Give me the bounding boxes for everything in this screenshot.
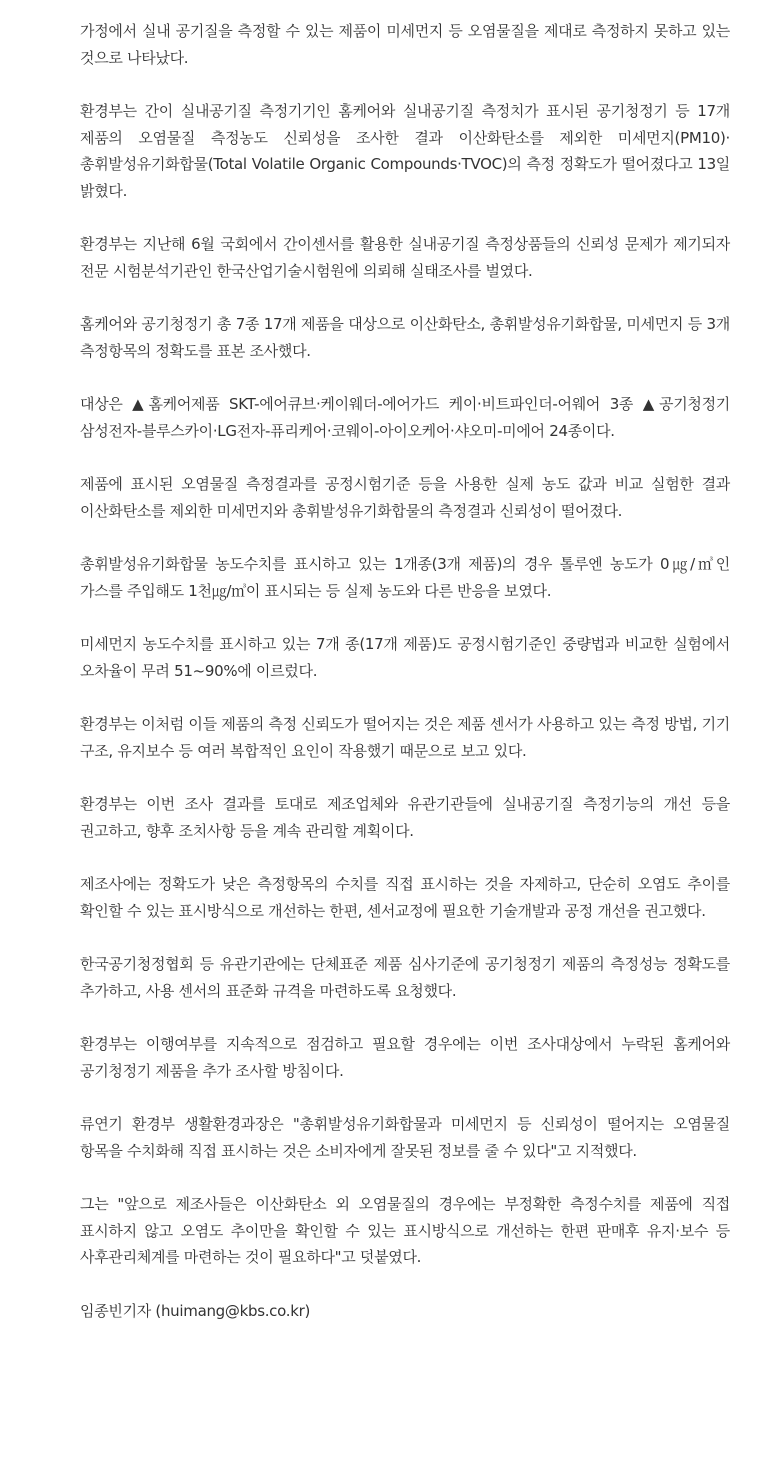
paragraph-7: 총휘발성유기화합물 농도수치를 표시하고 있는 1개종(3개 제품)의 경우 톨루엔 농도가 0㎍/㎥인 가스를 주입해도 1천㎍/㎥이 표시되는 등 실제 농도와 다른 반응을 보였다.: [80, 555, 730, 600]
paragraph-3: 환경부는 지난해 6월 국회에서 간이센서를 활용한 실내공기질 측정상품들의 신뢰성 문제가 제기되자 전문 시험분석기관인 한국산업기술시험원에 의뢰해 실태조사를 벌였다.: [80, 235, 730, 280]
paragraph-15: 그는 "앞으로 제조사들은 이산화탄소 외 오염물질의 경우에는 부정확한 측정수치를 제품에 직접 표시하지 않고 오염도 추이만을 확인할 수 있는 표시방식으로 개선하는 한편 판매후 유지·보수 등 사후관리체계를 마련하는 것이 필요하다"고 덧붙였다.: [80, 1195, 730, 1266]
paragraph-14: 류연기 환경부 생활환경과장은 "총휘발성유기화합물과 미세먼지 등 신뢰성이 떨어지는 오염물질 항목을 수치화해 직접 표시하는 것은 소비자에게 잘못된 정보를 줄 수 있다"고 지적했다.: [80, 1115, 730, 1160]
paragraph-8: 미세먼지 농도수치를 표시하고 있는 7개 종(17개 제품)도 공정시험기준인 중량법과 비교한 실험에서 오차율이 무려 51~90%에 이르렀다.: [80, 635, 730, 680]
paragraph-5: 대상은 ▲홈케어제품 SKT-에어큐브·케이웨더-에어가드 케이·비트파인더-어웨어 3종 ▲공기청정기 삼성전자-블루스카이·LG전자-퓨리케어·코웨이-아이오케어·샤오미-미에어 24종이다.: [80, 395, 730, 440]
paragraph-2: 환경부는 간이 실내공기질 측정기기인 홈케어와 실내공기질 측정치가 표시된 공기청정기 등 17개 제품의 오염물질 측정농도 신뢰성을 조사한 결과 이산화탄소를 제외한 미세먼지(PM10)·총휘발성유기화합물(Total Volatile Organic Compounds·TVOC)의 측정 정확도가 떨어졌다고 13일 밝혔다.: [80, 102, 730, 200]
paragraph-13: 환경부는 이행여부를 지속적으로 점검하고 필요할 경우에는 이번 조사대상에서 누락된 홈케어와 공기청정기 제품을 추가 조사할 방침이다.: [80, 1035, 730, 1080]
paragraph-4: 홈케어와 공기청정기 총 7종 17개 제품을 대상으로 이산화탄소, 총휘발성유기화합물, 미세먼지 등 3개 측정항목의 정확도를 표본 조사했다.: [80, 315, 730, 360]
paragraph-11: 제조사에는 정확도가 낮은 측정항목의 수치를 직접 표시하는 것을 자제하고, 단순히 오염도 추이를 확인할 수 있는 표시방식으로 개선하는 한편, 센서교정에 필요한 기술개발과 공정 개선을 권고했다.: [80, 875, 730, 920]
paragraph-6: 제품에 표시된 오염물질 측정결과를 공정시험기준 등을 사용한 실제 농도 값과 비교 실험한 결과 이산화탄소를 제외한 미세먼지와 총휘발성유기화합물의 측정결과 신뢰성이 떨어졌다.: [80, 475, 731, 520]
article-body: [80, 18, 730, 1324]
paragraph-10: 환경부는 이번 조사 결과를 토대로 제조업체와 유관기관들에 실내공기질 측정기능의 개선 등을 권고하고, 향후 조치사항 등을 계속 관리할 계획이다.: [80, 795, 730, 840]
paragraph-9: 환경부는 이처럼 이들 제품의 측정 신뢰도가 떨어지는 것은 제품 센서가 사용하고 있는 측정 방법, 기기 구조, 유지보수 등 여러 복합적인 요인이 작용했기 때문으로 보고 있다.: [80, 715, 730, 760]
paragraph-12: 한국공기청정협회 등 유관기관에는 단체표준 제품 심사기준에 공기청정기 제품의 측정성능 정확도를 추가하고, 사용 센서의 표준화 규격을 마련하도록 요청했다.: [80, 955, 730, 1000]
byline: 임종빈기자 (huimang@kbs.co.kr): [80, 1301, 311, 1320]
paragraph-1: 가정에서 실내 공기질을 측정할 수 있는 제품이 미세먼지 등 오염물질을 제대로 측정하지 못하고 있는 것으로 나타났다.: [80, 22, 730, 67]
